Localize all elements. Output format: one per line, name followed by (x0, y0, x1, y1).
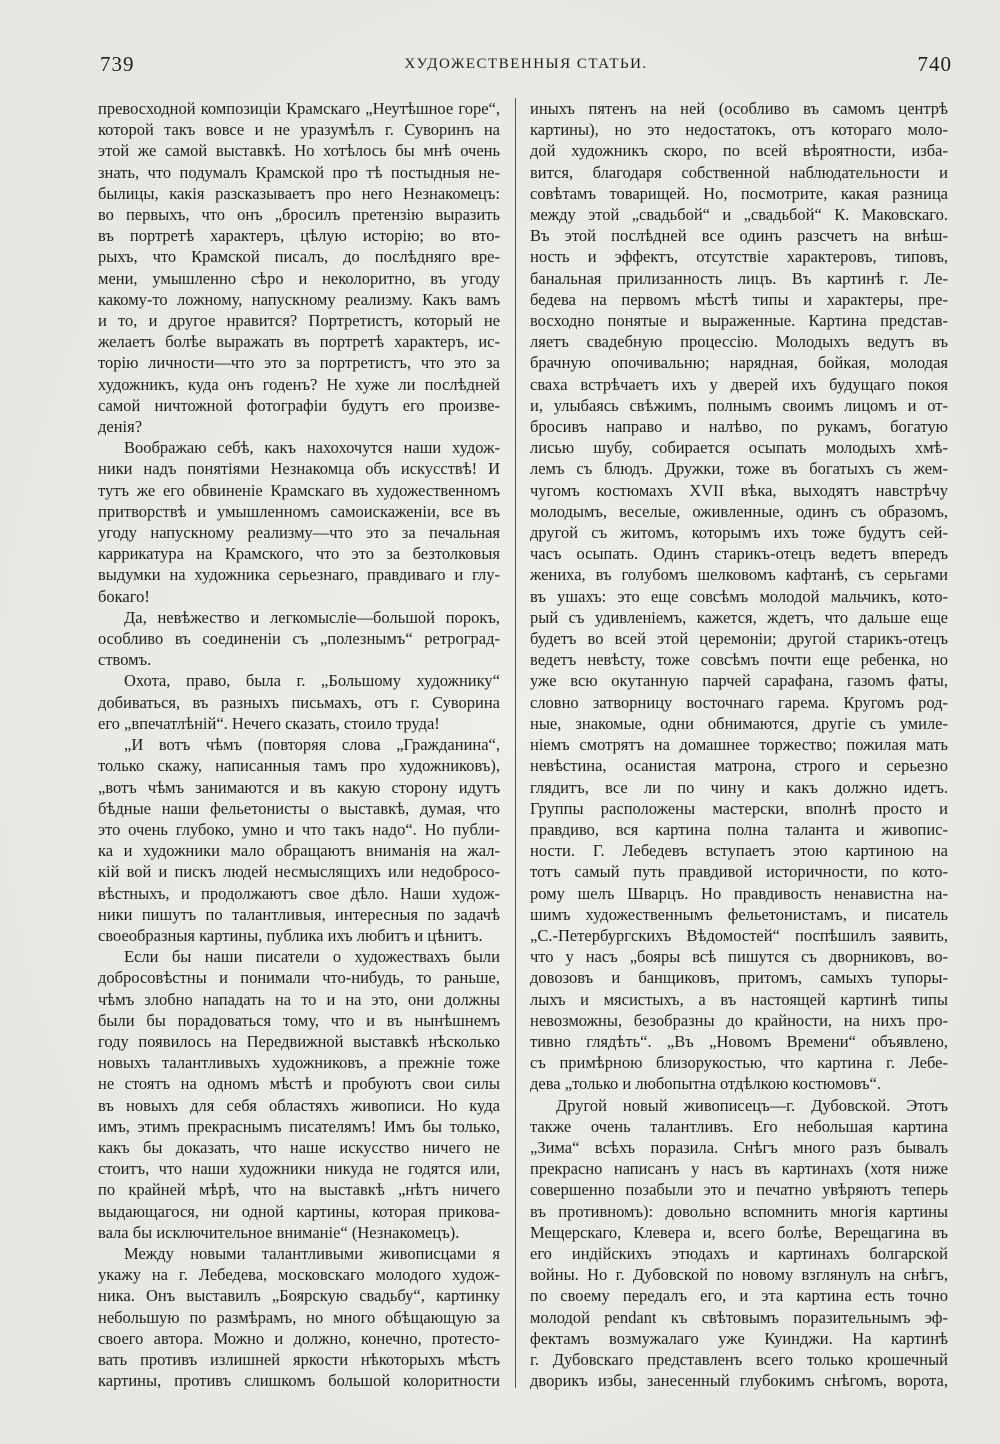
text-line: восходно понятые и выраженные. Картина представ- (530, 311, 948, 331)
text-line: Другой новый живописецъ—г. Дубовской. Этотъ (556, 1095, 948, 1115)
text-line: шимъ художественнымъ фельетонистамъ, и писатель (530, 904, 948, 924)
text-line: Если бы наши писатели о художествахъ были (124, 947, 500, 967)
text-line: прекрасно написанъ у насъ въ картинахъ (хотя ниже (530, 1159, 948, 1179)
text-line: молодой pendant къ свѣтовымъ поразительнымъ эф- (530, 1307, 948, 1327)
text-line: съ примѣрною близорукостью, что картина г. Лебе- (530, 1053, 948, 1073)
text-line: ведетъ невѣсту, тоже совсѣмъ почти еще ребенка, но (530, 650, 948, 670)
text-line: чѣмъ злобно нападать на то и на это, они должны (98, 989, 500, 1009)
text-line: между этой „свадьбой“ и „свадьбой“ К. Маковскаго. (530, 205, 948, 225)
text-line: въ противномъ): довольно вспомнить многія картины (530, 1201, 948, 1221)
text-line: которой такъ вовсе и не уразумѣлъ г. Суворинъ на (98, 120, 500, 140)
text-line: торію личности—что это за портретистъ, что это за (98, 353, 500, 373)
text-line: брачную опочивальню; нарядная, бойкая, молодая (530, 353, 948, 373)
text-line: Мещерскаго, Клевера и, всего болѣе, Верещагина въ (530, 1222, 948, 1242)
text-line: другой съ житомъ, которымъ ихъ тоже будутъ сей- (530, 523, 948, 543)
text-line: въ портретѣ характеръ, цѣлую исторію; во вто- (98, 226, 500, 246)
text-line: Да, невѣжество и легкомысліе—большой порокъ, (124, 607, 500, 627)
text-line: ствомъ. (98, 650, 152, 670)
text-line: невѣстина, осанистая матрона, строго и серьезно (530, 756, 948, 776)
text-line: его индійскихъ этюдахъ и картинахъ болгарской (530, 1243, 948, 1263)
text-line: небольшую по размѣрамъ, но много обѣщающую за (98, 1307, 500, 1327)
text-line: только скажу, написанныя тамъ про художниковъ), (98, 756, 500, 776)
text-line: тотъ самый путь правдивой историчности, по кото- (530, 862, 948, 882)
column-divider (515, 98, 516, 1388)
text-line: ники надъ понятіями Незнакомца объ искусствѣ! И (98, 459, 500, 479)
text-line: фектамъ возмужалаго уже Куинджи. На картинѣ (530, 1328, 948, 1348)
text-line: сваха встрѣчаетъ ихъ у дверей ихъ будущаго покоя (530, 374, 948, 394)
text-line: своеобразныя картины, публика ихъ любитъ и цѣнитъ. (98, 925, 483, 945)
text-line: „С.-Петербургскихъ Вѣдомостей“ поспѣшилъ заявить, (530, 925, 948, 945)
text-line: невозможны, безобразны до крайности, на нихъ про- (530, 1010, 948, 1030)
text-line: въ ушахъ: это еще совсѣмъ молодой мальчикъ, кото- (530, 586, 948, 606)
text-line: иныхъ пятенъ на ней (особливо въ самомъ центрѣ (530, 99, 948, 118)
text-line: его „впечатлѣній“. Нечего сказать, стоило труда! (98, 713, 440, 733)
text-line: довозовъ и банщиковъ, притомъ, самыхъ тупоры- (530, 968, 948, 988)
text-line: ка и художники мало обращаютъ вниманія на жал- (98, 841, 500, 861)
text-line: это очень глубоко, умно и что такъ надо“. Но публи- (98, 819, 500, 839)
text-line: какому-то ложному, напускному реализму. Какъ вамъ (98, 289, 500, 309)
text-line: совѣтамъ товарищей. Но, посмотрите, какая разница (530, 183, 948, 203)
text-line: чугомъ костюмахъ XVII вѣка, выходятъ навстрѣчу (530, 480, 948, 500)
text-line: „Зима“ всѣхъ поразила. Снѣгъ много разъ бывалъ (530, 1137, 948, 1157)
text-line: ности. Г. Лебедевъ вступаетъ этою картиною на (530, 841, 948, 861)
text-line: ніемъ смотрятъ на домашнее торжество; пожилая мать (530, 735, 948, 755)
text-line: ные, знакомые, одни обнимаются, другіе съ умиле- (530, 713, 948, 733)
text-line: словно затворницу восточнаго гарема. Кругомъ род- (530, 692, 948, 712)
text-line: бокаго! (98, 586, 150, 606)
text-line: имъ, этимъ прекраснымъ писателямъ! Имъ бы только, (98, 1116, 500, 1136)
text-line: кій вой и пискъ людей несмыслящихъ или недобросо- (98, 862, 500, 882)
text-line: банальная прилизанность лицъ. Въ картинѣ г. Ле- (530, 268, 948, 288)
page-number-left: 739 (100, 52, 135, 76)
text-line: войны. Но г. Дубовской по новому взглянулъ на снѣгъ, (530, 1265, 948, 1285)
text-line: „вотъ чѣмъ занимаются и въ какую сторону идутъ (98, 777, 500, 797)
text-line: добросовѣстны и понимали что-нибудь, то раньше, (98, 968, 500, 988)
text-line: по своему передалъ его, и эта картина есть точно (530, 1286, 948, 1306)
text-line: дева „только и любопытна отдѣлкою костюмовъ“. (530, 1074, 881, 1094)
text-line: укажу на г. Лебедева, московскаго молодого худож- (98, 1265, 500, 1285)
text-line: какъ бы доказать, что наше искусство ничего не (98, 1137, 500, 1157)
text-line: Въ этой послѣдней все одинъ разсчетъ на внѣш- (530, 226, 948, 246)
text-line: художникъ, куда онъ годенъ? Не хуже ли послѣдней (98, 374, 500, 394)
text-line: будетъ во всей этой церемоніи; другой старикъ-отецъ (530, 629, 948, 649)
text-line: самой ничтожной фотографіи будутъ его произве- (98, 395, 500, 415)
text-line: ники пишутъ по талантливыя, интересныя по задачѣ (98, 904, 500, 924)
text-line: уже всю окутанную парчей сарафана, газомъ фаты, (530, 671, 948, 691)
text-line: не стоятъ на одномъ мѣстѣ и пробуютъ свои силы (98, 1074, 500, 1094)
text-line: совершенно позабыли это и печатно увѣряютъ теперь (530, 1180, 948, 1200)
text-line: этой же самой выставкѣ. Но хотѣлось бы мнѣ очень (98, 141, 500, 161)
text-line: рыхъ, что Крамской писалъ, до послѣдняго вре- (98, 247, 500, 267)
right-text-column (530, 98, 948, 1391)
text-line: вать противъ излишней яркости нѣкоторыхъ мѣстъ (98, 1349, 500, 1369)
text-line: въ новыхъ для себя областяхъ живописи. Но куда (98, 1095, 500, 1115)
text-line: лыхъ и мясистыхъ, а въ настоящей картинѣ типы (530, 989, 948, 1009)
left-text-column (98, 98, 500, 1391)
text-line: также очень талантливъ. Его небольшая картина (530, 1116, 948, 1136)
text-line: лисью шубу, собирается осыпать молодыхъ хмѣ- (530, 438, 948, 458)
text-line: Воображаю себѣ, какъ нахохочутся наши худож- (124, 438, 500, 458)
text-line: картины, противъ слишкомъ большой колоритности (98, 1371, 500, 1391)
text-line: желаетъ болѣе выражать въ портретѣ характеръ, ис- (98, 332, 500, 352)
page-number-right: 740 (917, 52, 952, 76)
text-line: и, улыбаясь свѣжимъ, полнымъ своимъ лицомъ и от- (530, 395, 948, 415)
text-line: году появилось на Передвижной выставкѣ нѣсколько (98, 1031, 500, 1051)
text-line: мени, умышленно сѣро и неколоритно, въ угоду (98, 268, 500, 288)
text-line: „И вотъ чѣмъ (повторяя слова „Гражданина“, (124, 735, 500, 755)
text-line: притворствѣ и умышленномъ самоискаженіи, все въ (98, 501, 500, 521)
text-line: денія? (98, 417, 143, 437)
text-line: во первыхъ, что онъ „бросилъ претензію выразить (98, 205, 500, 225)
text-line: Охота, право, была г. „Большому художнику“ (124, 671, 500, 691)
text-line: ность и эффектъ, отсутствіе характеровъ, типовъ, (530, 247, 948, 267)
text-line: лемъ съ блюдъ. Дружки, тоже въ богатыхъ съ жем- (530, 459, 948, 479)
text-line: правдиво, вся картина полна таланта и живопис- (530, 819, 948, 839)
text-line: особливо въ соединеніи съ „полезнымъ“ ретроград- (98, 629, 500, 649)
text-line: были бы порадоваться тому, что и въ нынѣшнемъ (98, 1010, 500, 1030)
text-line: жениха, въ голубомъ шелковомъ кафтанѣ, съ серьгами (530, 565, 948, 585)
text-line: и то, и другое нравится? Портретистъ, который не (98, 311, 500, 331)
text-line: ляетъ свадебную процессію. Молодыхъ ведутъ въ (530, 332, 948, 352)
text-line: угоду напускному реализму—что это за печальная (98, 523, 500, 543)
text-line: картины), но это недостатокъ, отъ котораго моло- (530, 120, 948, 140)
text-line: выдающагося, ни одной картины, которая прикова- (98, 1201, 500, 1221)
text-line: г. Дубовскаго представленъ всего только крошечный (530, 1349, 948, 1369)
text-line: по крайней мѣрѣ, что на выставкѣ „нѣтъ ничего (98, 1180, 500, 1200)
text-line: новыхъ талантливыхъ художниковъ, а прежніе тоже (98, 1053, 500, 1073)
running-header (100, 50, 952, 90)
text-line: дой художникъ скоро, по всей вѣроятности, изба- (530, 141, 948, 161)
text-line: превосходной композиціи Крамскаго „Неутѣшное горе“, (98, 99, 500, 118)
text-line: тутъ же его обвиненіе Крамскаго въ художественномъ (98, 480, 500, 500)
text-line: часъ осыпать. Одинъ старикъ-отецъ ведетъ впередъ (530, 544, 948, 564)
text-line: что у насъ „бояры всѣ пишутся съ дворниковъ, во- (530, 947, 948, 967)
text-line: тивно глядѣть“. „Въ „Новомъ Времени“ объявлено, (530, 1031, 948, 1051)
text-line: глядитъ, все ли по чину и какъ должно идетъ. (530, 777, 948, 797)
text-line: Группы расположены мастерски, вполнѣ просто и (530, 798, 948, 818)
text-line: дворикъ избы, занесенный глубокимъ снѣгомъ, ворота, (530, 1371, 948, 1391)
text-line: бѣдные наши фельетонисты о выставкѣ, думая, что (98, 798, 500, 818)
text-line: добиваться, въ разныхъ письмахъ, отъ г. Суворина (98, 692, 500, 712)
text-line: знать, что подумалъ Крамской про тѣ постыдныя не- (98, 162, 500, 182)
running-title: ХУДОЖЕСТВЕННЫЯ СТАТЬИ. (404, 56, 648, 72)
text-line: вала бы исключительное вниманіе“ (Незнакомецъ). (98, 1222, 460, 1242)
text-line: ника. Онъ выставилъ „Боярскую свадьбу“, картинку (98, 1286, 500, 1306)
text-line: былицы, какія разсказываетъ про него Незнакомецъ: (98, 183, 500, 203)
text-line: Между новыми талантливыми живописцами я (124, 1243, 500, 1263)
text-line: бедева на первомъ мѣстѣ типы и характеры, пре- (530, 289, 948, 309)
text-line: молодымъ, веселые, оживленные, одинъ съ образомъ, (530, 501, 948, 521)
text-line: бросивъ направо и налѣво, по рукамъ, богатую (530, 417, 948, 437)
text-line: каррикатура на Крамского, что это за безтолковыя (98, 544, 500, 564)
text-line: своего автора. Можно и должно, конечно, протесто- (98, 1328, 500, 1348)
text-line: вѣстныхъ, и продолжаютъ свое дѣло. Наши худож- (98, 883, 500, 903)
text-line: выдумки на художника серьезнаго, правдиваго и глу- (98, 565, 500, 585)
text-line: рый съ удивленіемъ, кажется, ждетъ, что дальше еще (530, 607, 948, 627)
text-line: вится, благодаря собственной наблюдательности и (530, 162, 948, 182)
text-line: рому шелъ Шварцъ. Но правдивость ненавистна на- (530, 883, 948, 903)
text-line: стоитъ, что наши художники никуда не годятся или, (98, 1159, 500, 1179)
